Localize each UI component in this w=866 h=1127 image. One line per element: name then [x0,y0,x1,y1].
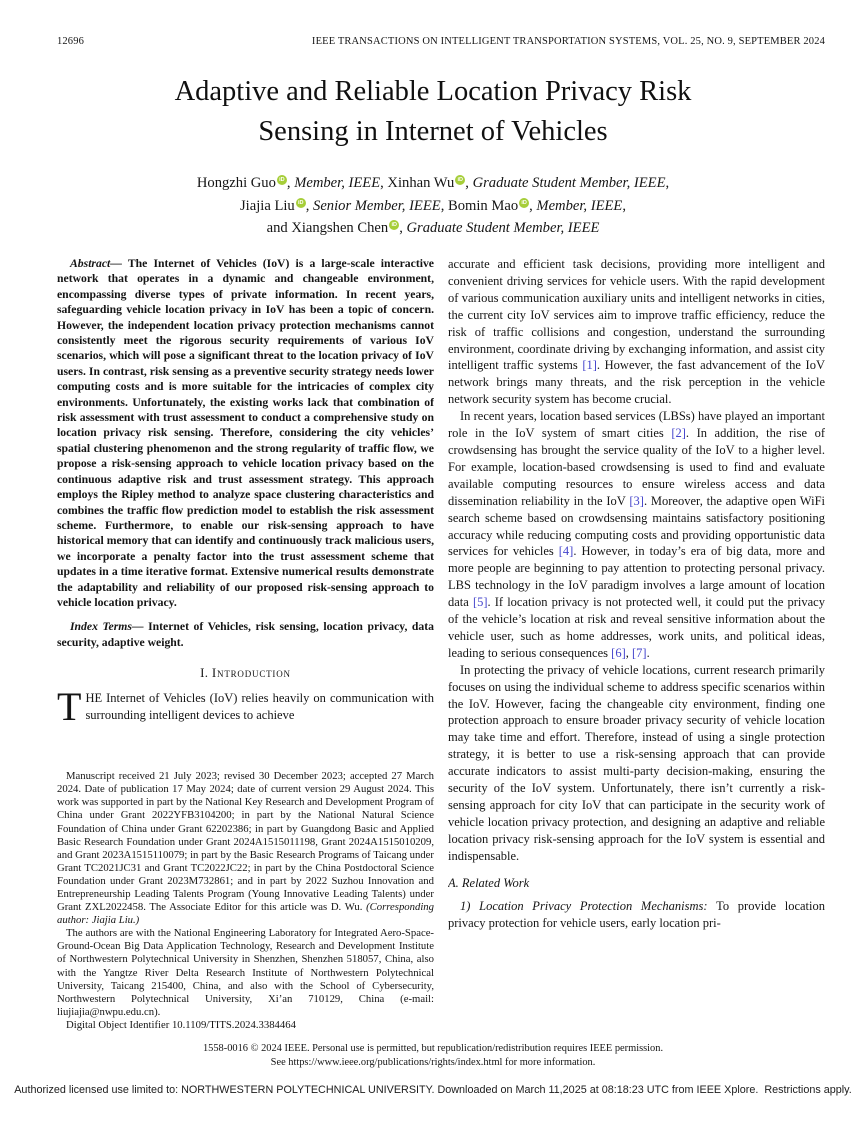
index-terms [57,619,434,650]
paragraph [448,662,825,865]
text-run: , [622,197,626,214]
text-run: Graduate Student Member, IEEE [472,175,666,191]
text-run: Manuscript received 21 July 2023; revised 30 December 2023; accepted 27 March 2024. Date of publication 17 May 2024; date of current version 29 August 2024. This work was supported in part by the National Key Research and Development Program of China under Grant 2022YFB3104200; in part by the National Natural Science Foundation of China under Grant 62202386; in part by Guangdong Basic and Applied Basic Research Foundation under Grant 2024A1515011198, Grant 2024A1515010209, and Grant 2023A1515110079; in part by the Basic Research Programs of Taicang under Grant TC2021JC31 and Grant TC2022JC22; in part by the China Postdoctoral Science Foundation under Grant 2023M732861; and in part by 2022 Suzhou Innovation and Entrepreneurship Leading Talents Program (Young Innovative Leading Talents) under Grant ZXL2022458. The Associate Editor for this article was D. Wu. [57,770,434,914]
text-run: In protecting the privacy of vehicle locations, current research primarily focuses on using the individual scheme to address specific scenarios within the IoV. However, facing the changeable city environment, finding one protection approach to ensure broader privacy security of vehicle location may take time and effort. Therefore, instead of using a single protection strategy, it is better to use a risk-sensing approach that can provide accurate indicators to assist multi-party decision-making, ensuring the security of the IoV system. Unfortunately, there isn’t currently a risk-sensing approach for city IoV that can participate in the security work of vehicle location privacy protection, and designing an adaptive and reliable location privacy risk-sensing approach for the IoV system is essential and indispensable. [448,662,825,863]
section-title: Introduction [211,665,291,681]
text-run: and Xiangshen Chen [266,220,389,236]
text-run: (Corresponding author: Jiajia Liu.) [57,901,434,927]
footnote-doi: Digital Object Identifier 10.1109/TITS.2024.3384464 [66,1018,296,1031]
index-terms-text: Internet of Vehicles, risk sensing, location privacy, data security, adaptive weight. [57,620,434,649]
text-run: . However, in today’s era of big data, more and more people are beginning to pay attention to protecting personal privacy. LBS technology in the IoV paradigm involves a large amount of location data [448,544,825,610]
orcid-icon[interactable]: iD [519,198,529,208]
text-run: , [465,175,473,191]
text-run: , Xinhan Wu [380,175,455,191]
text-run: . However, the fast advancement of the IoV network brings many threats, and the risk perception in the vehicle network security system has become crucial. [448,358,825,407]
page-number: 12696 [57,36,84,47]
abstract-label: Abstract— [70,257,122,270]
journal-title: IEEE TRANSACTIONS ON INTELLIGENT TRANSPORTATION SYSTEMS, VOL. 25, NO. 9, SEPTEMBER 2024 [311,36,825,47]
text-run: 1) Location Privacy Protection Mechanisms: [460,898,708,913]
paragraph [448,408,825,662]
two-column-body [57,256,825,1032]
citation-link[interactable]: [3] [629,493,644,508]
license-bar: Authorized licensed use limited to: NORTHWESTERN POLYTECHNICAL UNIVERSITY. Downloaded on March 11,2025 at 08:18:23 UTC from IEEE Xplore. Restrictions apply. [14,1084,852,1096]
text-run: To provide location privacy protection for vehicle users, early location pri- [448,898,825,930]
text-run: , [529,197,537,214]
abstract [57,256,434,610]
text-run: Hongzhi Guo [196,175,276,191]
author-line [0,195,866,218]
paper-title-line1: Adaptive and Reliable Location Privacy Risk [174,76,692,107]
left-column [57,256,434,1032]
orcid-icon[interactable]: iD [455,175,465,185]
text-run: , [399,220,407,236]
right-column [448,256,825,1032]
orcid-icon[interactable]: iD [389,220,399,230]
first-page-footnotes [57,770,434,1032]
author-line [0,217,866,240]
paragraph [448,256,825,408]
text-run: In recent years, location based services (LBSs) have played an important role in the IoV system of smart cities [448,409,825,441]
text-run: , [286,175,295,191]
text-run: . Moreover, the adaptive open WiFi search scheme based on crowdsensing maintains satisfactory positioning accuracy while reducing computing costs and providing opportunistic data services for vehicles [448,493,825,559]
author-list [0,172,866,240]
text-run: . If location privacy is not protected well, it could put the privacy of the vehicle’s location at risk and reveal sensitive information about the vehicle user, such as home addresses, work units, and political ideas, leading to serious consequences [448,595,825,660]
paragraph [448,898,825,932]
section-numeral: I. [200,665,209,681]
text-run: , [665,175,670,191]
text-run: , [625,645,632,660]
text-run: Member, IEEE [536,197,623,214]
text-run: , Bomin Mao [440,197,519,214]
rights-url-line: See https://www.ieee.org/publications/rights/index.html for more information. [270,1056,596,1068]
text-run: . [646,645,650,660]
text-run: Graduate Student Member, IEEE [406,220,600,236]
text-run: Senior Member, IEEE [313,197,441,214]
paper-title [0,72,866,152]
text-run: . In addition, the rise of crowdsensing has brought the service quality of the IoV to a higher level. For example, location-based crowdsensing is used to find and evaluate available computing resources to ensure wireless access and data dissemination reliability in the IoV [448,426,825,508]
citation-link[interactable]: [5] [472,595,488,610]
copyright-footer [0,1042,866,1069]
copyright-line: 1558-0016 © 2024 IEEE. Personal use is permitted, but republication/redistribution requires IEEE permission. [202,1043,664,1054]
orcid-icon[interactable]: iD [296,198,306,208]
intro-paragraph-text: HE Internet of Vehicles (IoV) relies heavily on communication with surrounding intelligent devices to achieve [85,691,434,723]
text-run: Member, IEEE [294,175,381,191]
citation-link[interactable]: [2] [671,426,686,441]
paper-title-line2: Sensing in Internet of Vehicles [258,116,608,147]
text-run: accurate and efficient task decisions, providing more intelligent and convenient driving services for vehicle users. With the rapid development of various communication auxiliary units and intelligent networks in cities, the current city IoV services aim to improve traffic efficiency, reduce the risk of traffic collisions and congestion, understand the surrounding environment, coordinate driving by exchanging information, and assist city intelligent traffic systems [448,257,825,373]
orcid-icon[interactable]: iD [277,175,287,185]
text-run: , [305,197,314,214]
citation-link[interactable]: [1] [582,358,597,373]
footnote-affiliation: The authors are with the National Engineering Laboratory for Integrated Aero-Space-Ground-Ocean Big Data Application Technology, Research and Development Institute of Northwestern Polytechnical University in Shenzhen, Shenzhen 518057, China, also with the Yangtze River Delta Research Institute of Northwestern Polytechnical University, Taicang 215400, China, and also with the School of Cybersecurity, Northwestern Polytechnical University, Xi’an 710129, China (e-mail: liujiajia@nwpu.edu.cn). [57,927,434,1018]
index-terms-label: Index Terms— [70,620,144,634]
citation-link[interactable]: [7] [631,645,647,660]
abstract-text: The Internet of Vehicles (IoV) is a large-scale interactive network that operates in a dynamic and changeable environment, encompassing diverse types of private information. In recent years, safeguarding vehicle location privacy in IoV has been a topic of concern. However, the independent location privacy protection mechanisms cannot consistently meet the rigorous security requirements of various IoV scenarios, which will pose a significant threat to the location privacy of IoV users. In contrast, risk sensing as a preventive security strategy needs lower computing costs and is more suitable for the intricacies of complex city environments. Unfortunately, the existing works lack that combination of risk assessment with trust assessment to conduct a comprehensive study on location privacy risk sensing. Therefore, considering the city vehicles’ spatial clustering phenomenon and the strong regularity of traffic flow, we propose a risk-sensing approach to vehicle location privacy based on the continuous adaptive risk and trust assessment strategy. This approach employs the Ripley method to analyze space clustering characteristics and combines the traffic flow prediction model to establish the risk assessment scheme. Furthermore, to enable our risk-sensing approach to have historical memory that can identify and continuously track malicious users, we incorporate a penalty factor into the trust assessment scheme that updates in a time iterative format. Extensive numerical results demonstrate the adaptability and reliability of our proposed risk-sensing approach to vehicle location privacy. [57,257,434,609]
drop-cap: T [57,684,82,730]
footnote-manuscript [57,770,434,927]
citation-link[interactable]: [6] [611,645,626,660]
author-line [0,172,866,195]
section-heading-introduction [57,665,434,681]
running-header [57,36,825,47]
subsection-heading-related-work: A. Related Work [448,875,530,890]
citation-link[interactable]: [4] [558,544,574,559]
text-run: Jiajia Liu [240,197,295,214]
intro-paragraph [57,684,434,730]
